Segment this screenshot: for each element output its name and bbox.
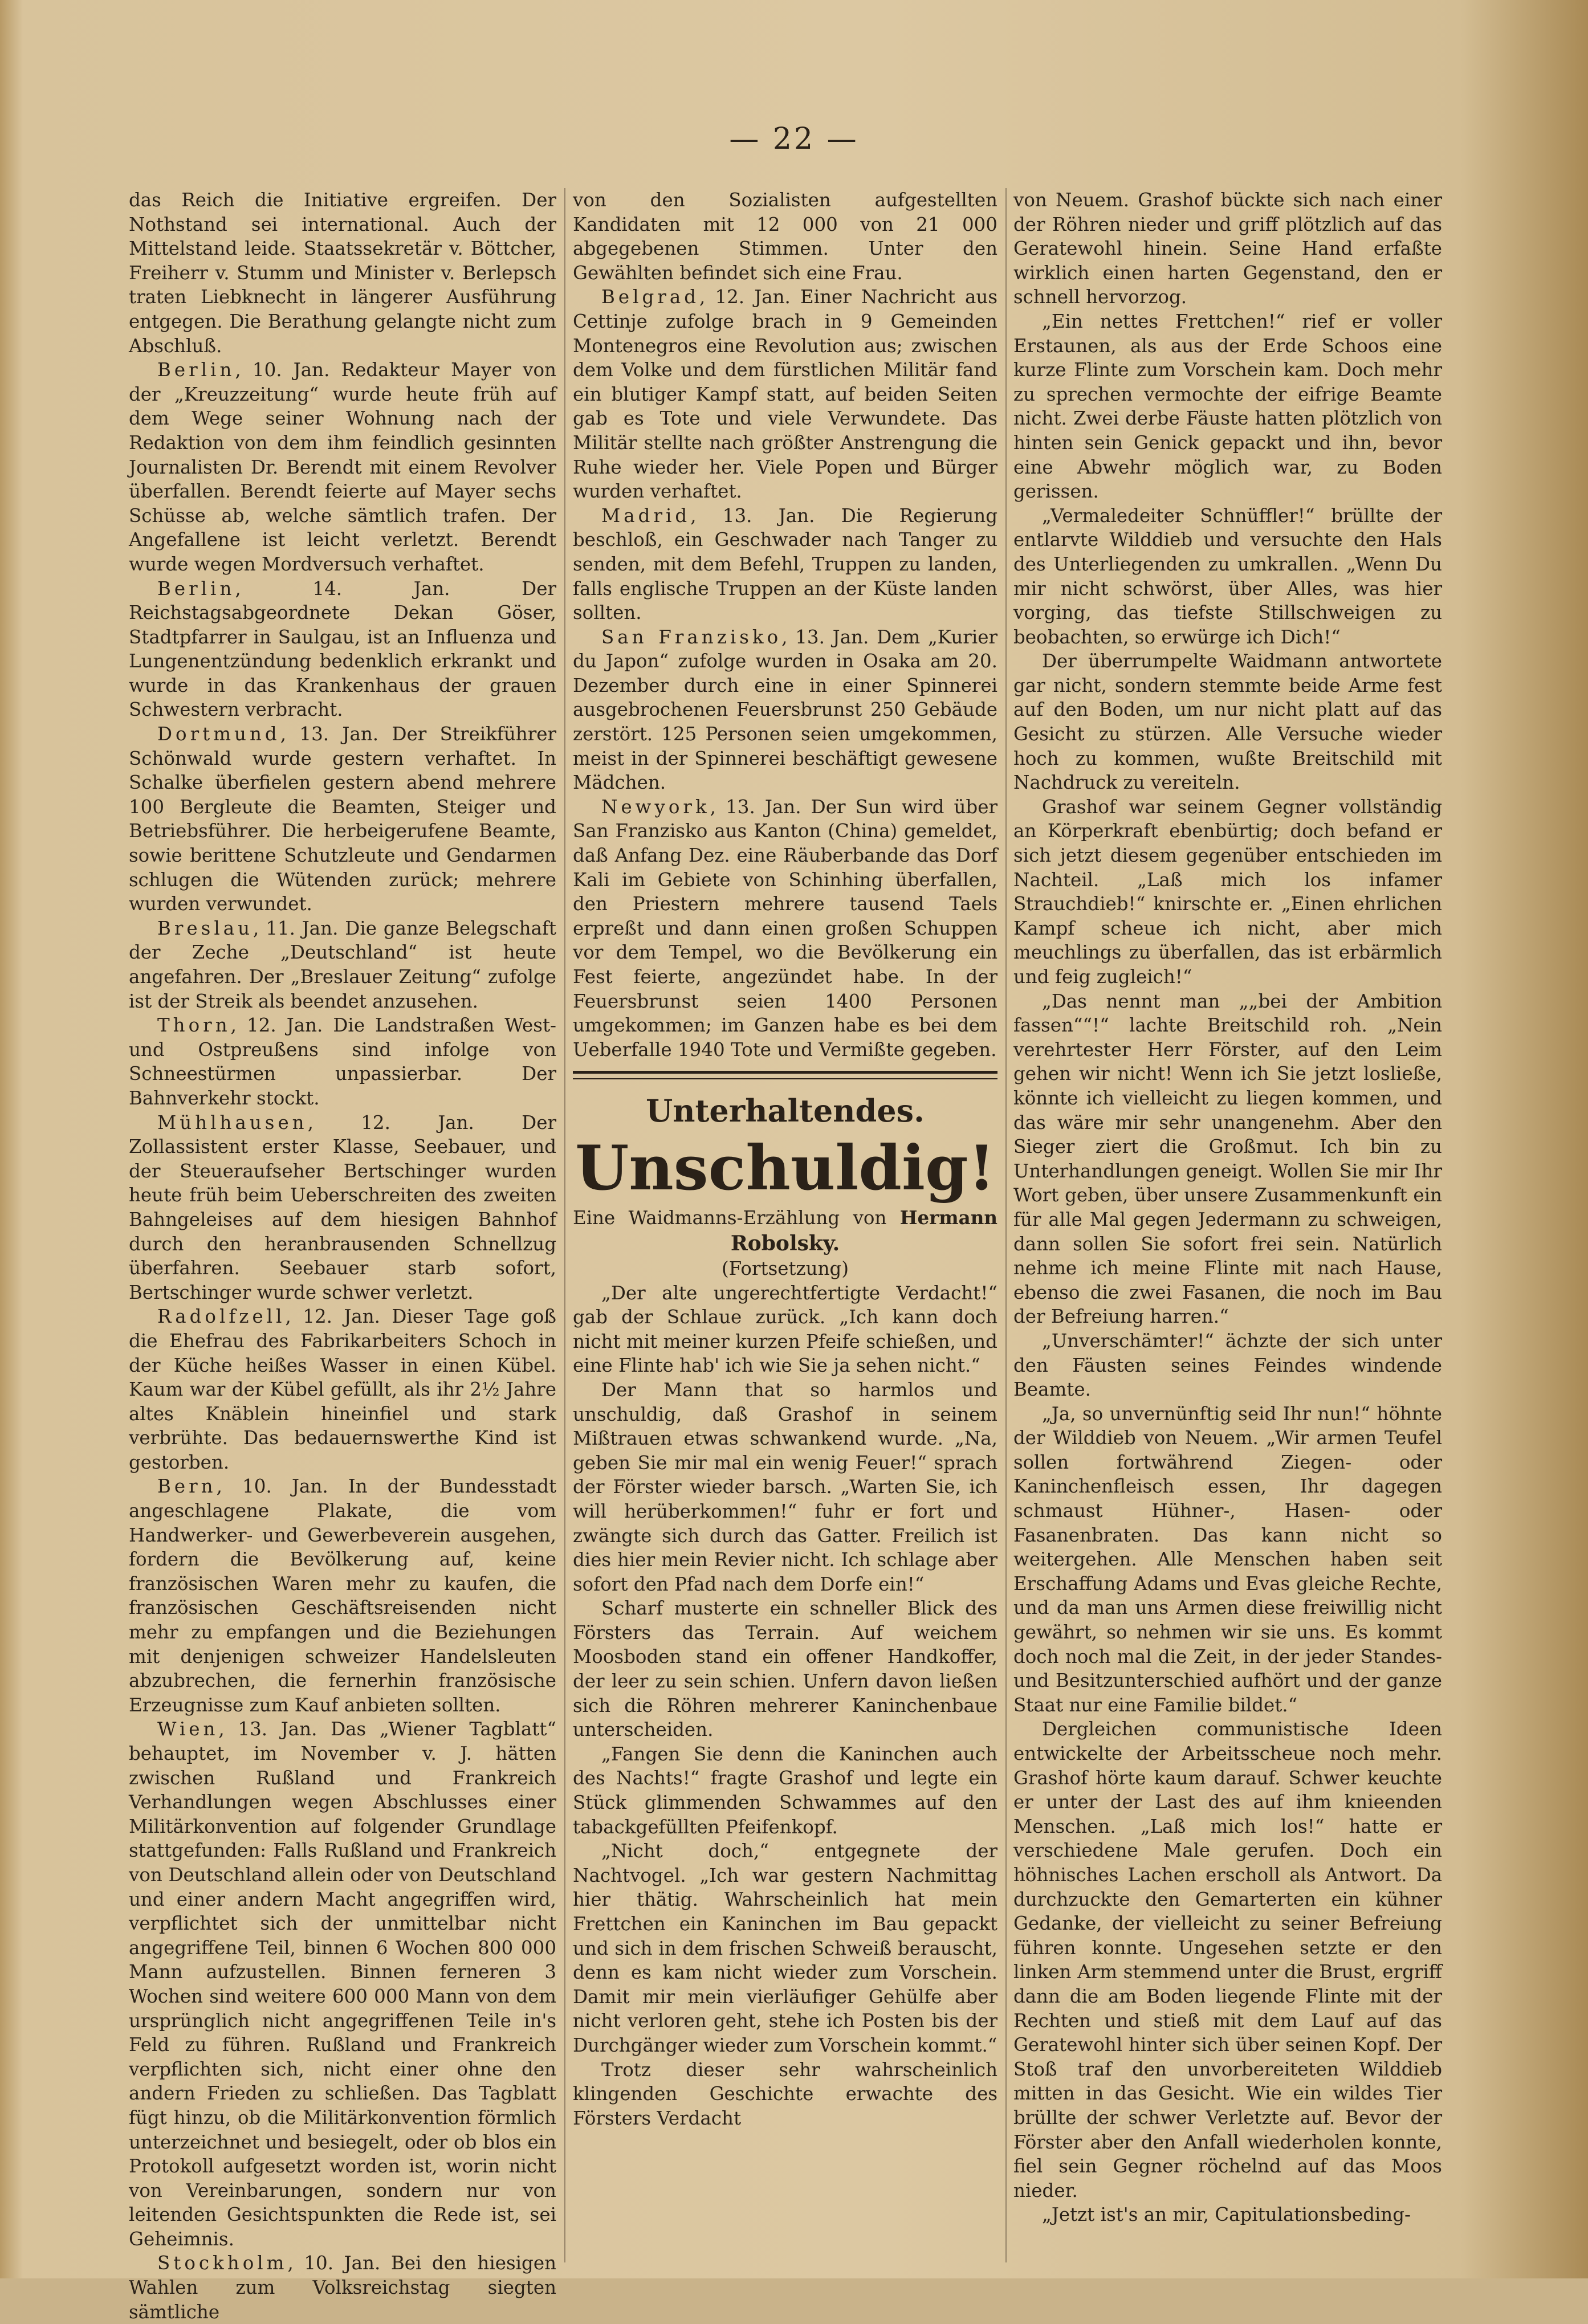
paragraph [1013,504,1442,650]
dateline-place: Radolfzell [157,1306,286,1328]
paragraph-text: , 12. Jan. Die Landstraßen West- und Ostpreußens sind infolge von Schneestürmen unpassierbar. Der Bahnverkehr stockt. [129,1014,556,1109]
feuilleton-section-heading: Unterhaltendes. [646,1092,925,1130]
paragraph-text: , 12. Jan. Einer Nachricht aus Cettinje zufolge brach in 9 Gemeinden Montenegros eine Revolution aus; zwischen dem Volke und dem fürstlichen Militär fand ein blutiger Kampf statt, auf beiden Seiten gab es Tote und viele Verwundete. Das Militär stellte nach größter Anstrengung die Ruhe wieder her. Viele Popen und Bürger wurden verhaftet. [573,286,997,503]
author-last-name: Robolsky. [730,1231,840,1255]
paragraph [129,188,556,358]
paragraph-text: , 13. Jan. Dem „Kurier du Japon“ zufolge wurden in Osaka am 20. Dezember durch eine in einer Spinnerei ausgebrochenen Feuersbrunst 250 Gebäude zerstört. 125 Personen seien umgekommen, meist in der Spinnerei beschäftigt gewesene Mädchen. [573,626,997,794]
paragraph [1013,188,1442,309]
paragraph: Scharf musterte ein schneller Blick des Försters das Terrain. Auf weichem Moosboden stand ein offener Handkoffer, der leer zu sein schien. Unfern davon ließen sich die Röhren mehrerer Kaninchenbaue unterscheiden. [573,1597,997,1741]
paragraph-text: „Ein nettes Frettchen!“ rief er voller Erstaunen, als aus der Erde Schoos eine kurze Flinte zum Vorschein kam. Doch mehr zu sprechen vermochte der eifrige Beamte nicht. Zwei derbe Fäuste hatten plötzlich von hinten sein Genick gepackt und ihn, bevor eine Abwehr möglich war, zu Boden gerissen. [1013,310,1442,503]
paragraph-text: , 13. Jan. Das „Wiener Tagblatt“ behauptet, im November v. J. hätten zwischen Rußland und Frankreich Verhandlungen wegen Abschlusses einer Militärkonvention auf folgender Grundlage stattgefunden: Falls Rußland und Frankreich von Deutschland allein oder von Deutschland und einer andern Macht angegriffen wird, verpflichtet sich der unmittelbar nicht angegriffene Teil, binnen 6 Wochen 800 000 Mann aufzustellen. Binnen ferneren 3 Wochen sind weitere 600 000 Mann von dem ursprünglich nicht angegriffenen Teile in's Feld zu führen. Rußland und Frankreich verpflichten sich, nicht einer ohne den andern Frieden zu schließen. Das Tagblatt fügt hinzu, ob die Militärkonvention förmlich unterzeichnet und besiegelt, oder ob blos ein Protokoll aufgesetzt worden ist, worin nicht von Vereinbarungen, sondern nur von leitenden Gesichtspunkten die Rede ist, sei Geheimnis. [129,1718,556,2250]
paragraph [129,2251,556,2324]
paragraph [129,916,556,1013]
dateline-place: Mühlhausen [157,1111,308,1134]
section-divider [573,1071,997,1079]
paragraph [129,358,556,576]
paragraph-text: , 11. Jan. Die ganze Belegschaft der Zeche „Deutschland“ ist heute angefahren. Der „Breslauer Zeitung“ zufolge ist der Streik als beendet anzusehen. [129,917,556,1012]
paragraph-text: , 10. Jan. Bei den hiesigen Wahlen zum Volksreichstag siegten sämtliche [129,2252,556,2323]
paragraph: Trotz dieser sehr wahrscheinlich klingenden Geschichte erwachte des Försters Verdacht [573,2058,997,2129]
dateline-place: Berlin [157,359,235,381]
dateline-place: Berlin [157,577,235,600]
story-text-middle [573,1281,997,2131]
paragraph-text: das Reich die Initiative ergreifen. Der Nothstand sei international. Auch der Mittelstand leide. Staatssekretär v. Böttcher, Freiherr v. Stumm und Minister v. Berlepsch traten Liebknecht in längerer Ausführung entgegen. Die Berathung gelangte nicht zum Abschluß. [129,189,556,357]
paragraph-text: , 10. Jan. Redakteur Mayer von der „Kreuzzeitung“ wurde heute früh auf dem Wege seiner Wohnung nach der Redaktion von dem ihm feindlich gesinnten Journalisten Dr. Berendt mit einem Revolver überfallen. Berendt feierte auf Mayer sechs Schüsse ab, welche sämtlich trafen. Der Angefallene ist leicht verletzt. Berendt wurde wegen Mordversuch verhaftet. [129,359,556,575]
paragraph-text: „Vermaledeiter Schnüffler!“ brüllte der entlarvte Wilddieb und versuchte den Hals des Unterliegenden zu umkrallen. „Wenn Du mir nicht schwörst, über Alles, was hier vorging, das tiefste Stillschweigen zu beobachten, so erwürge ich Dich!“ [1013,504,1442,648]
paragraph-text: von Neuem. Grashof bückte sich nach einer der Röhren nieder und griff plötzlich auf das Geratewohl hinein. Seine Hand erfaßte wirklich einen harten Gegenstand, den er schnell hervorzog. [1013,189,1442,308]
dateline-place: Madrid [601,504,691,527]
paragraph: „Fangen Sie denn die Kaninchen auch des Nachts!“ fragte Grashof und legte ein Stück glimmenden Schwammes auf den tabackgefüllten Pfeifenkopf. [573,1743,997,1838]
paragraph [129,722,556,916]
column-divider-left [564,188,565,2262]
news-column-left [129,188,556,2323]
paragraph [1013,309,1442,504]
story-subtitle: Eine Waidmanns-Erzählung von [573,1207,887,1229]
paragraph-text: Dergleichen communistische Ideen entwickelte der Arbeitsscheue noch mehr. Grashof hörte kaum darauf. Schwer keuchte er unter der Last des auf ihm knieenden Menschen. „Laß mich los!“ hatte er verschiedene Male gerufen. Doch ein höhnisches Lachen erscholl als Antwort. Da durchzuckte den Gemarterten ein kühner Gedanke, der vielleicht zu seiner Befreiung führen konnte. Ungesehen setzte er den linken Arm stemmend unter die Brust, ergriff dann die am Boden liegende Flinte mit der Rechten und stieß mit dem Lauf auf das Geratewohl hinter sich über seinen Kopf. Der Stoß traf den unvorbereiteten Wilddieb mitten in das Gesicht. Wie ein wildes Tier brüllte der schwer Verletzte auf. Bevor der Förster aber den Anfall wiederholen konnte, fiel sein Gegner röchelnd auf das Moos nieder. [1013,1718,1442,2201]
dateline-place: Dortmund [157,723,280,745]
paragraph-text: „Unverschämter!“ ächzte der sich unter den Fäusten seines Feindes windende Beamte. [1013,1330,1442,1401]
paragraph [1013,2203,1442,2227]
paragraph-text: , 12. Jan. Dieser Tage goß die Ehefrau des Fabrikarbeiters Schoch in der Küche heißes Wasser in einen Kübel. Kaum war der Kübel gefüllt, als ihr 2½ Jahre altes Knäblein hineinfiel und stark verbrühte. Das bedauernswerthe Kind ist gestorben. [129,1306,556,1473]
paragraph [573,504,997,625]
paragraph [129,577,556,723]
paragraph-text: von den Sozialisten aufgestellten Kandidaten mit 12 000 von 21 000 abgegebenen Stimmen. Unter den Gewählten befindet sich eine Frau. [573,189,997,284]
paragraph [573,188,997,285]
column-divider-right [1005,188,1007,2262]
paragraph [129,1474,556,1717]
paragraph-text: Der überrumpelte Waidmann antwortete gar nicht, sondern stemmte beide Arme fest auf den Boden, um nur nicht platt auf das Gesicht zu stürzen. Alle Versuche wieder hoch zu kommen, wußte Breitschild mit Nachdruck zu vereiteln. [1013,650,1442,794]
paragraph [573,285,997,503]
paragraph-text: „Das nennt man „„bei der Ambition fassen““!“ lachte Breitschild roh. „Nein verehrtester Herr Förster, auf den Leim gehen wir nicht! Wenn ich Sie jetzt losließe, könnte ich vielleicht zu liegen kommen, und das wäre mir sehr unangenehm. Aber den Sieger ziert die Großmut. Ich bin zu Unterhandlungen geneigt. Wollen Sie mir Ihr Wort geben, über unsere Zusammenkunft ein für alle Mal gegen Jedermann zu schweigen, dann sollen Sie sofort frei sein. Natürlich nehme ich meine Flinte mit nach Hause, ebenso die zwei Fasanen, die noch im Bau der Befreiung harren.“ [1013,990,1442,1328]
dateline-place: Wien [157,1718,219,1740]
dateline-place: Newyork [601,796,710,818]
paragraph: Der Mann that so harmlos und unschuldig, daß Grashof in seinem Mißtrauen etwas schwankend wurde. „Na, geben Sie mir mal ein wenig Feuer!“ sprach der Förster wieder barsch. „Warten Sie, ich will herüberkommen!“ fuhr er fort und zwängte sich durch das Gatter. Freilich ist dies hier mein Revier nicht. Ich schlage aber sofort den Pfad nach dem Dorfe ein!“ [573,1379,997,1595]
story-title: Unschuldig! [575,1132,995,1205]
paragraph-text: , 13. Jan. Der Streikführer Schönwald wurde gestern verhaftet. In Schalke überfielen gestern abend mehrere 100 Bergleute die Beamten, Steiger und Betriebsführer. Die herbeigerufene Beamte, sowie berittene Schutzleute und Gendarmen schlugen die Wütenden zurück; mehrere wurden verwundet. [129,723,556,915]
dateline-place: Stockholm [157,2252,288,2274]
dateline-place: Thorn [157,1014,231,1037]
paragraph [1013,1717,1442,2203]
paragraph-text: , 13. Jan. Der Sun wird über San Franzisko aus Kanton (China) gemeldet, daß Anfang Dez. eine Räuberbande das Dorf Kali im Gebiete von Schinhing überfallen, den Priestern mehrere tausend Taels erpreßt und dann einen großen Schuppen vor dem Tempel, wo die Bevölkerung ein Fest feierte, angezündet habe. In der Feuersbrunst seien 1400 Personen umgekommen; im Ganzen habe es bei dem Ueberfalle 1940 Tote und Vermißte gegeben. [573,796,997,1061]
author-first-name: Hermann [899,1206,997,1229]
paragraph [1013,795,1442,989]
paragraph [1013,649,1442,795]
page-number: — 22 — [729,122,859,156]
paragraph [1013,1402,1442,1718]
paragraph [573,795,997,1062]
paragraph [1013,989,1442,1329]
paragraph-text: „Jetzt ist's an mir, Capitulationsbeding- [1042,2204,1411,2226]
dateline-place: Belgrad [601,286,700,308]
paragraph [129,1717,556,2251]
paragraph: „Nicht doch,“ entgegnete der Nachtvogel. „Ich war gestern Nachmittag hier thätig. Wahrscheinlich hat mein Frettchen ein Kaninchen im Bau gepackt und sich in dem frischen Schweiß berauscht, denn es kam nicht wieder zum Vorschein. Damit mir mein vierläufiger Gehülfe aber nicht verloren geht, stehe ich Posten bis der Durchgänger wieder zum Vorschein kommt.“ [573,1840,997,2056]
paragraph [129,1304,556,1474]
paragraph-text: , 14. Jan. Der Reichstagsabgeordnete Dekan Göser, Stadtpfarrer in Saulgau, ist an Influenza und Lungenentzündung bedenklich erkrankt und wurde in das Krankenhaus der grauen Schwestern verbracht. [129,577,556,721]
dateline-place: Bern [157,1475,217,1498]
paragraph [573,625,997,795]
story-column-right [1013,188,1442,2262]
paragraph-text: „Ja, so unvernünftig seid Ihr nun!“ höhnte der Wilddieb von Neuem. „Wir armen Teufel sollen fortwährend Ziegen- oder Kaninchenfleisch essen, Ihr dagegen schmaust Hühner-, Hasen- oder Fasanenbraten. Das kann nicht so weitergehen. Alle Menschen haben seit Erschaffung Adams und Evas gleiche Rechte, und da man uns Armen diese freiwillig nicht gewährt, so nehmen wir sie uns. Es kommt doch noch mal die Zeit, in der jeder Standes- und Besitzunterschied aufhört und der ganze Staat nur eine Familie bildet.“ [1013,1402,1442,1716]
story-byline [573,1206,997,1230]
dateline-place: Breslau [157,917,254,939]
dateline-place: San Franzisko [601,626,782,648]
story-continued-note: (Fortsetzung) [721,1257,849,1279]
paragraph-text: , 10. Jan. In der Bundesstadt angeschlagene Plakate, die vom Handwerker- und Gewerbeverein ausgehen, fordern die Bevölkerung auf, keine französischen Waren mehr zu kaufen, die französischen Geschäftsreisenden nicht mehr zu empfangen und die Beziehungen mit denjenigen schweizer Handelsleuten abzubrechen, die fernerhin französische Erzeugnisse zum Kauf anbieten sollten. [129,1475,556,1716]
news-column-middle [573,188,997,2262]
news-items-middle [573,188,997,1062]
paragraph-text: , 12. Jan. Der Zollassistent erster Klasse, Seebauer, und der Steueraufseher Bertschinger wurden heute früh beim Ueberschreiten des zweiten Bahngeleises auf dem hiesigen Bahnhof durch den heranbrausenden Schnellzug überfahren. Seebauer starb sofort, Bertschinger wurde schwer verletzt. [129,1111,556,1303]
paragraph-text: Grashof war seinem Gegner vollständig an Körperkraft ebenbürtig; doch befand er sich jetzt diesem gegenüber entschieden im Nachteil. „Laß mich los infamer Strauchdieb!“ knirschte er. „Einen ehrlichen Kampf scheue ich nicht, aber mich meuchlings zu überfallen, das ist erbärmlich und feig zugleich!“ [1013,796,1442,988]
paragraph [129,1013,556,1110]
paragraph: „Der alte ungerechtfertigte Verdacht!“ gab der Schlaue zurück. „Ich kann doch nicht mit meiner kurzen Pfeife schießen, und eine Flinte hab' ich wie Sie ja sehen nicht.“ [573,1282,997,1377]
paragraph-text: , 13. Jan. Die Regierung beschloß, ein Geschwader nach Tanger zu senden, mit dem Befehl, Truppen zu landen, falls englische Truppen an der Küste landen sollten. [573,504,997,624]
paragraph [1013,1329,1442,1402]
paragraph [129,1111,556,1305]
